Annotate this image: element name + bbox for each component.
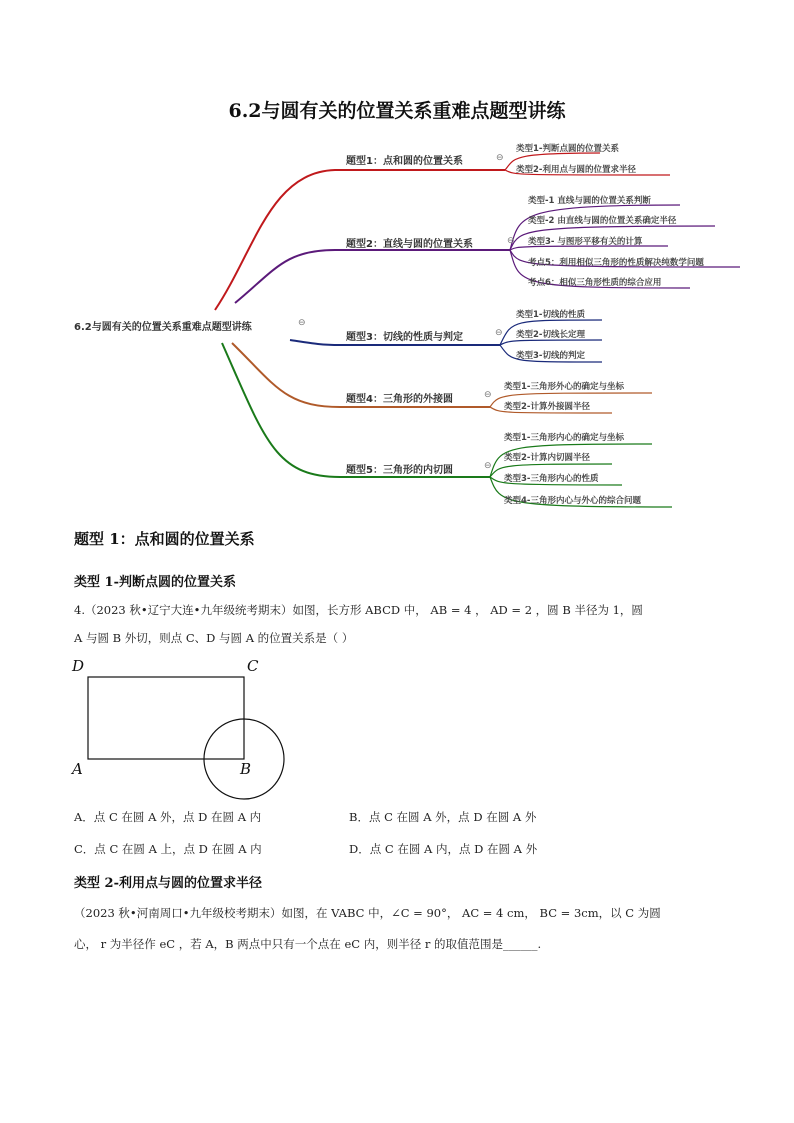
label-b: B bbox=[240, 760, 252, 778]
leaf-5-4: 类型4-三角形内心与外心的综合问题 bbox=[504, 496, 641, 506]
collapse-icon[interactable]: ⊖ bbox=[507, 236, 515, 246]
leaf-2-3: 类型3- 与图形平移有关的计算 bbox=[528, 237, 643, 247]
rectangle-abcd bbox=[88, 677, 244, 759]
leaf-5-2: 类型2-计算内切圆半径 bbox=[504, 453, 590, 463]
label-c: C bbox=[247, 657, 259, 675]
option-c[interactable]: C．点 C 在圆 A 上，点 D 在圆 A 内 bbox=[74, 842, 262, 856]
leaf-4-1: 类型1-三角形外心的确定与坐标 bbox=[504, 382, 624, 392]
collapse-icon[interactable]: ⊖ bbox=[495, 328, 503, 338]
leaf-5-1: 类型1-三角形内心的确定与坐标 bbox=[504, 433, 624, 443]
leaf-2-5: 考点6：相似三角形性质的综合应用 bbox=[528, 278, 662, 288]
branch-curve-5 bbox=[222, 343, 490, 477]
topic-3: 题型3：切线的性质与判定 bbox=[346, 332, 463, 343]
branch-curve-2 bbox=[235, 250, 510, 303]
collapse-icon[interactable]: ⊖ bbox=[496, 153, 504, 163]
page-title: 6.2与圆有关的位置关系重难点题型讲练 bbox=[228, 100, 566, 122]
leaf-2-4: 考点5：利用相似三角形的性质解决纯数学问题 bbox=[528, 258, 704, 268]
leaf-3-3: 类型3-切线的判定 bbox=[516, 351, 585, 361]
leaf-curve-3-2 bbox=[500, 340, 602, 345]
subsection-heading-2: 类型 2-利用点与圆的位置求半径 bbox=[74, 876, 262, 891]
leaf-2-1: 类型-1 直线与圆的位置关系判断 bbox=[528, 196, 651, 206]
leaf-3-1: 类型1-切线的性质 bbox=[516, 310, 585, 320]
leaf-4-2: 类型2-计算外接圆半径 bbox=[504, 402, 590, 412]
option-a[interactable]: A．点 C 在圆 A 外，点 D 在圆 A 内 bbox=[74, 810, 262, 824]
leaf-3-2: 类型2-切线长定理 bbox=[516, 330, 585, 340]
leaf-5-3: 类型3-三角形内心的性质 bbox=[504, 474, 599, 484]
question-2-line-2: 心， r 为半径作 eC ，若 A，B 两点中只有一个点在 eC 内，则半径 r 的取值范围是______. bbox=[74, 937, 542, 951]
topic-5: 题型5：三角形的内切圆 bbox=[346, 465, 453, 476]
question-4-line-2: A 与圆 B 外切，则点 C、D 与圆 A 的位置关系是（ ） bbox=[74, 631, 354, 645]
topic-4: 题型4：三角形的外接圆 bbox=[346, 394, 453, 405]
question-2-line-1: （2023 秋•河南周口•九年级校考期末）如图，在 VABC 中，∠C = 90°， AC = 4 cm， BC = 3cm，以 C 为圆 bbox=[74, 906, 661, 920]
question-4-line-1: 4.（2023 秋•辽宁大连•九年级统考期末）如图，长方形 ABCD 中， AB = 4 ， AD = 2 ，圆 B 半径为 1，圆 bbox=[74, 603, 643, 617]
topic-1: 题型1：点和圆的位置关系 bbox=[346, 156, 463, 167]
collapse-icon[interactable]: ⊖ bbox=[484, 390, 492, 400]
option-b[interactable]: B．点 C 在圆 A 外，点 D 在圆 A 外 bbox=[349, 810, 537, 824]
option-d[interactable]: D．点 C 在圆 A 内，点 D 在圆 A 外 bbox=[349, 842, 538, 856]
label-d: D bbox=[72, 657, 85, 675]
subsection-heading-1: 类型 1-判断点圆的位置关系 bbox=[74, 575, 236, 590]
collapse-icon[interactable]: ⊖ bbox=[298, 318, 306, 328]
leaf-1-1: 类型1-判断点圆的位置关系 bbox=[516, 144, 619, 154]
topic-2: 题型2：直线与圆的位置关系 bbox=[346, 239, 473, 250]
collapse-icon[interactable]: ⊖ bbox=[484, 461, 492, 471]
label-a: A bbox=[72, 760, 83, 778]
mindmap-root: 6.2与圆有关的位置关系重难点题型讲练 bbox=[74, 322, 252, 333]
leaf-2-2: 类型-2 由直线与圆的位置关系确定半径 bbox=[528, 216, 677, 226]
leaf-1-2: 类型2-利用点与圆的位置求半径 bbox=[516, 165, 636, 175]
section-heading: 题型 1：点和圆的位置关系 bbox=[74, 530, 255, 548]
